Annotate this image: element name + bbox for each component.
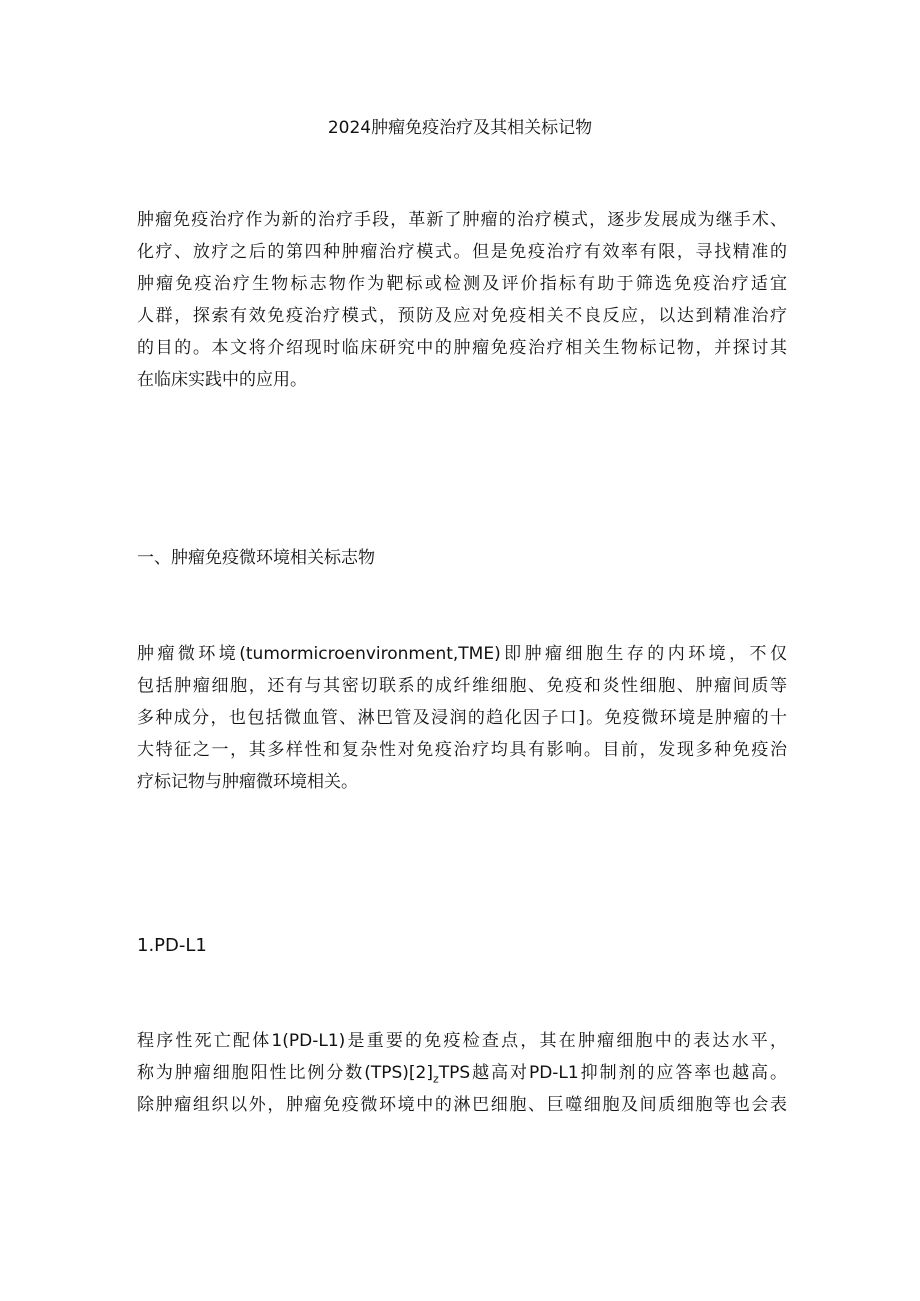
- line-text: 称为肿瘤细胞阳性比例分数(TPS)[2]: [137, 1063, 433, 1083]
- paragraph-line: 化疗、放疗之后的第四种肿瘤治疗模式。但是免疫治疗有效率有限，寻找精准的: [137, 242, 787, 262]
- tme-paragraph: [137, 638, 787, 798]
- paragraph-line: 多种成分，也包括微血管、淋巴管及浸润的趋化因子口]。免疫微环境是肿瘤的十: [137, 708, 787, 728]
- document-title: 2024肿瘤免疫治疗及其相关标记物: [327, 118, 593, 138]
- paragraph-line: 肿瘤免疫治疗作为新的治疗手段，革新了肿瘤的治疗模式，逐步发展成为继手术、: [137, 210, 787, 230]
- section-heading: 一、肿瘤免疫微环境相关标志物: [137, 548, 375, 568]
- paragraph-line: [137, 1057, 787, 1089]
- paragraph-line: 肿瘤微环境(tumormicroenvironment,TME)即肿瘤细胞生存的内环境，不仅: [137, 644, 787, 664]
- subscript-text: z: [433, 1072, 439, 1086]
- paragraph-line: 大特征之一，其多样性和复杂性对免疫治疗均具有影响。目前，发现多种免疫治: [137, 740, 787, 760]
- paragraph-line: 程序性死亡配体1(PD-L1)是重要的免疫检查点，其在肿瘤细胞中的表达水平，: [137, 1031, 787, 1051]
- paragraph-line: 人群，探索有效免疫治疗模式，预防及应对免疫相关不良反应，以达到精准治疗: [137, 306, 787, 326]
- paragraph-line: 除肿瘤组织以外，肿瘤免疫微环境中的淋巴细胞、巨噬细胞及间质细胞等也会表: [137, 1095, 787, 1115]
- line-text: TPS越高对PD-L1抑制剂的应答率也越高。: [438, 1063, 787, 1083]
- paragraph-line: 疗标记物与肿瘤微环境相关。: [137, 772, 358, 792]
- paragraph-line: 的目的。本文将介绍现时临床研究中的肿瘤免疫治疗相关生物标记物，并探讨其: [137, 338, 787, 358]
- intro-paragraph: [137, 204, 787, 396]
- paragraph-line: 包括肿瘤细胞，还有与其密切联系的成纤维细胞、免疫和炎性细胞、肿瘤间质等: [137, 676, 787, 696]
- paragraph-line: 在临床实践中的应用。: [137, 370, 307, 390]
- subsection-heading: 1.PD-L1: [137, 935, 207, 956]
- pdl1-paragraph: [137, 1025, 787, 1121]
- paragraph-line: 肿瘤免疫治疗生物标志物作为靶标或检测及评价指标有助于筛选免疫治疗适宜: [137, 274, 787, 294]
